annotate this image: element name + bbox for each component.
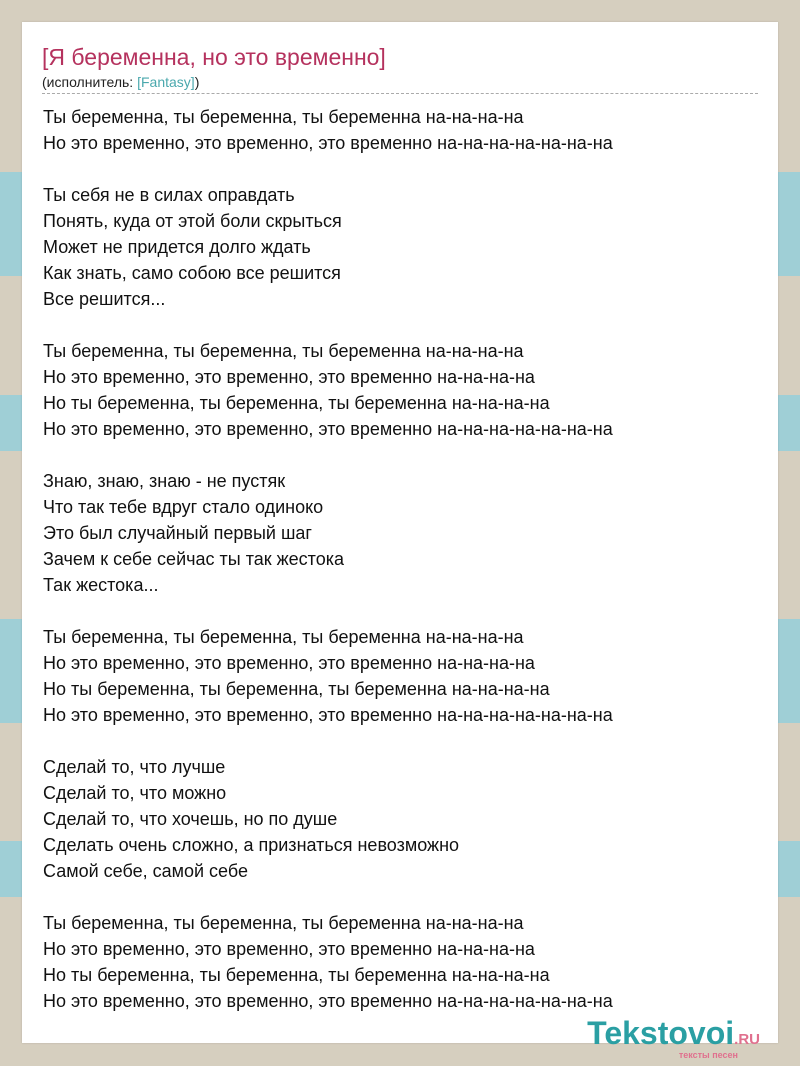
artist-link[interactable]: [Fantasy] [137,74,195,90]
song-title: [Я беременна, но это временно] [42,44,386,70]
lyric-line: Но это временно, это временно, это временно на-на-на-на [43,939,535,959]
artist-prefix: (исполнитель: [42,74,138,90]
divider [42,93,758,94]
lyric-line: Но ты беременна, ты беременна, ты беременна на-на-на-на [43,679,550,699]
lyric-line: Но это временно, это временно, это временно на-на-на-на-на-на-на [43,991,613,1011]
lyric-line: Как знать, само собою все решится [43,263,341,283]
lyric-line: Самой себе, самой себе [43,861,248,881]
artist-suffix: ) [194,74,200,90]
lyrics-body [43,104,613,1040]
logo-tagline: тексты песен [678,1050,738,1060]
lyric-line: Но это временно, это временно, это временно на-на-на-на [43,367,535,387]
lyric-line: Но это временно, это временно, это временно на-на-на-на [43,653,535,673]
lyrics-card [22,22,778,1043]
lyric-line: Но это временно, это временно, это временно на-на-на-на-на-на-на [43,705,613,725]
lyric-line: Ты беременна, ты беременна, ты беременна на-на-на-на [43,627,524,647]
logo-tld: .RU [734,1031,760,1048]
lyric-line: Ты себя не в силах оправдать [43,185,295,205]
lyric-line: Ты беременна, ты беременна, ты беременна на-на-на-на [43,341,524,361]
stanza [43,910,613,1014]
lyric-line: Может не придется долго ждать [43,237,311,257]
lyric-line: Так жестока... [43,575,159,595]
stanza [43,338,613,442]
lyric-line: Но это временно, это временно, это временно на-на-на-на-на-на-на [43,133,613,153]
lyric-line: Сделай то, что можно [43,783,227,803]
lyric-line: Знаю, знаю, знаю - не пустяк [43,471,286,491]
lyric-line: Это был случайный первый шаг [43,523,312,543]
site-logo [587,1016,760,1061]
lyric-line: Ты беременна, ты беременна, ты беременна на-на-на-на [43,913,524,933]
stanza [43,624,613,728]
lyric-line: Но ты беременна, ты беременна, ты беременна на-на-на-на [43,965,550,985]
stanza [43,754,613,884]
stanza [43,104,613,156]
stanza [43,468,613,598]
lyric-line: Сделай то, что хочешь, но по душе [43,809,338,829]
lyric-line: Сделать очень сложно, а признаться невозможно [43,835,460,855]
lyric-line: Но это временно, это временно, это временно на-на-на-на-на-на-на [43,419,613,439]
lyric-line: Ты беременна, ты беременна, ты беременна на-на-на-на [43,107,524,127]
stanza [43,182,613,312]
logo-text: Tekstovoi [587,1015,735,1051]
lyric-line: Понять, куда от этой боли скрыться [43,211,342,231]
lyric-line: Зачем к себе сейчас ты так жестока [43,549,345,569]
lyric-line: Но ты беременна, ты беременна, ты беременна на-на-на-на [43,393,550,413]
artist-line [42,74,199,90]
lyric-line: Сделай то, что лучше [43,757,226,777]
lyric-line: Что так тебе вдруг стало одиноко [43,497,324,517]
lyric-line: Все решится... [43,289,166,309]
